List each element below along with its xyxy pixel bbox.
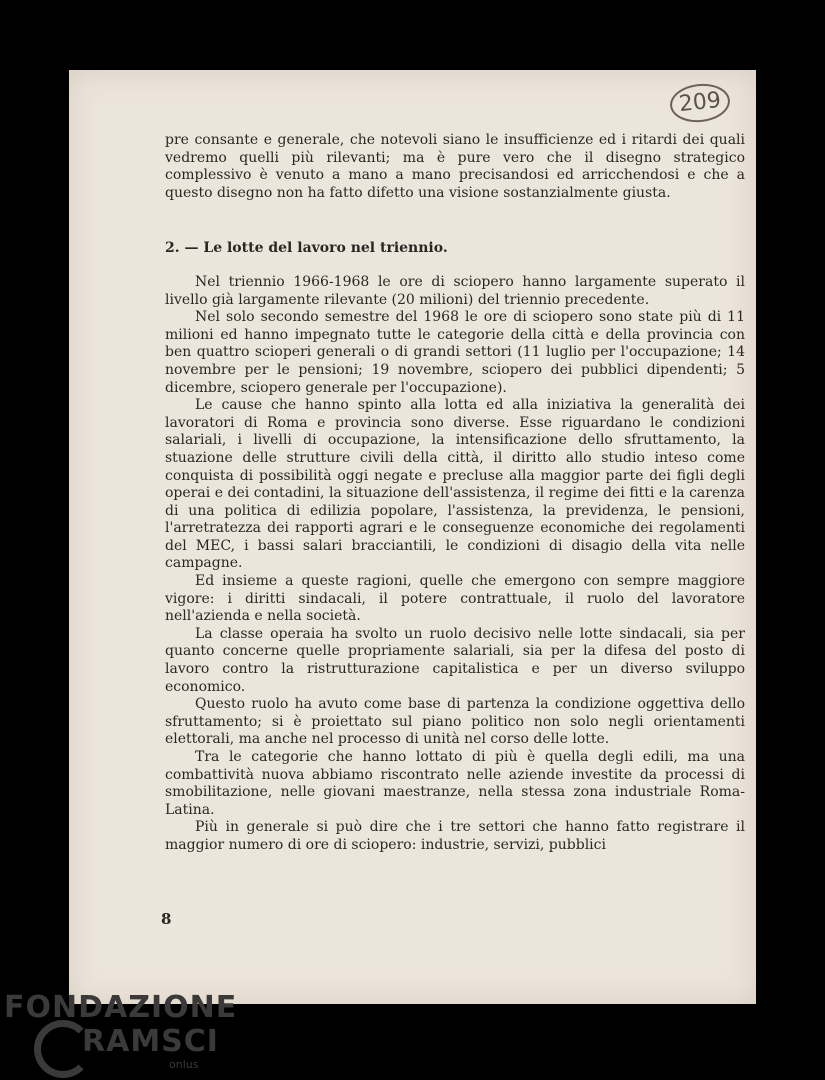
watermark-line1: FONDAZIONE (4, 990, 238, 1025)
paragraph: Più in generale si può dire che i tre settori che hanno fatto registrare il maggior numero di ore di sciopero: industrie, servizi, pubblici (165, 819, 745, 853)
section-heading: 2. — Le lotte del lavoro nel triennio. (165, 240, 448, 257)
paragraph-continuation: pre consante e generale, che notevoli siano le insufficienze ed i ritardi dei quali vedremo quelli più rilevanti; ma è pure vero che il disegno strategico complessivo è venuto a mano a mano precisandosi ed arricchendosi e che a questo disegno non ha fatto difetto una visione sostanzialmente giusta. (165, 132, 745, 201)
paragraph: Le cause che hanno spinto alla lotta ed alla iniziativa la generalità dei lavoratori di Roma e provincia sono diverse. Esse riguardano le condizioni salariali, i livelli di occupazione, la intensificazione dello sfruttamento, la stuazione delle strutture civili della città, il diritto allo studio inteso come conquista di possibilità oggi negate e precluse alla maggior parte dei figli degli operai e dei contadini, la situazione dell'assistenza, il regime dei fitti e la carenza di una politica di edilizia popolare, l'assistenza, la previdenza, le pensioni, l'arretratezza dei rapporti agrari e le conseguenze economiche dei regolamenti del MEC, i bassi salari bracciantili, le condizioni di disagio della vita nelle campagne. (165, 397, 745, 572)
paragraph: Questo ruolo ha avuto come base di partenza la condizione oggettiva dello sfruttamento; si è proiettato sul piano politico non solo negli orientamenti elettorali, ma anche nel processo di unità nel corso delle lotte. (165, 696, 745, 748)
handwritten-archive-number: 209 (668, 81, 732, 125)
watermark-subtitle: onlus (169, 1058, 199, 1071)
body-text (165, 132, 745, 855)
paragraph: Nel solo secondo semestre del 1968 le ore di sciopero sono state più di 11 milioni ed hanno impegnato tutte le categorie della città e della provincia con ben quattro scioperi generali o di grandi settori (11 luglio per l'occupazione; 14 novembre per le pensioni; 19 novembre, sciopero dei pubblici dipendenti; 5 dicembre, sciopero generale per l'occupazione). (165, 309, 745, 396)
paragraph: Tra le categorie che hanno lottato di più è quella degli edili, ma una combattività nuova abbiamo riscontrato nelle aziende investite da processi di smobilitazione, nelle giovani maestranze, nella stessa zona industriale Roma-Latina. (165, 749, 745, 818)
watermark-line2: RAMSCI (82, 1024, 219, 1059)
fondazione-gramsci-watermark (4, 990, 244, 1078)
paragraph: Nel triennio 1966-1968 le ore di sciopero hanno largamente superato il livello già largamente rilevante (20 milioni) del triennio precedente. (165, 273, 745, 308)
page-number: 8 (161, 910, 172, 928)
paragraph: La classe operaia ha svolto un ruolo decisivo nelle lotte sindacali, sia per quanto concerne quelle propriamente salariali, sia per la difesa del posto di lavoro contro la ristrutturazione capitalistica e per un diverso sviluppo economico. (165, 625, 745, 695)
paragraph: Ed insieme a queste ragioni, quelle che emergono con sempre maggiore vigore: i diritti sindacali, il potere contrattuale, il ruolo del lavoratore nell'azienda e nella società. (165, 573, 745, 625)
document-page (69, 70, 756, 1004)
